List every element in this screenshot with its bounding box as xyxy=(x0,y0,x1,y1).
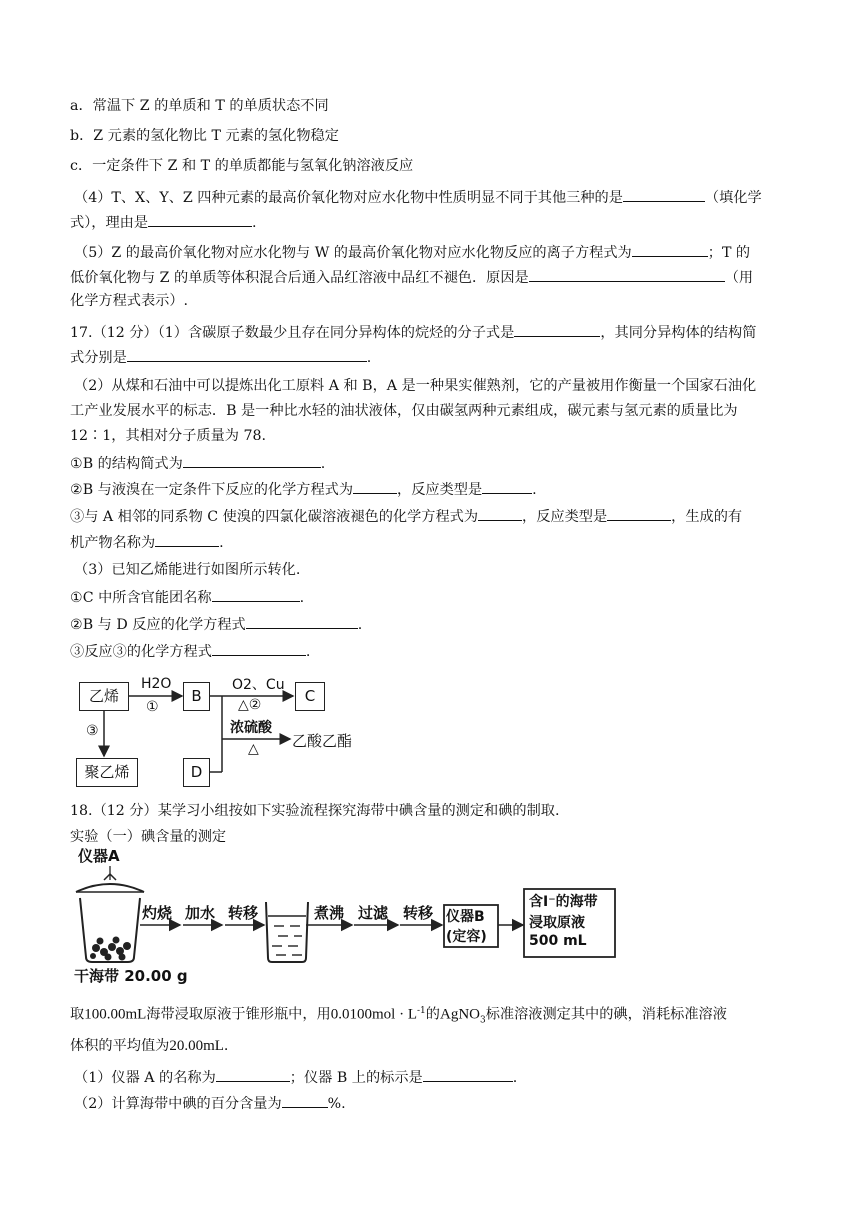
heat-label: △ xyxy=(248,741,259,757)
option-c: c．一定条件下 Z 和 T 的单质都能与氢氧化钠溶液反应 xyxy=(70,158,414,174)
fix-volume-label: (定容) xyxy=(446,929,487,945)
oxygen-cu-label: O2、Cu xyxy=(232,677,285,693)
result-line3: 500 mL xyxy=(529,933,587,949)
transfer2-label: 转移 xyxy=(403,904,434,922)
question-17-part2-line2: 工产业发展水平的标志．B 是一种比水轻的油状液体，仅由碳氢两种元素组成，碳元素与氢元素的质量比为 xyxy=(70,403,738,419)
question-17-c-line2: 机产物名称为 . xyxy=(70,531,224,553)
water-label: H2O xyxy=(141,676,172,692)
step3-label: ③ xyxy=(86,723,99,739)
add-water-label: 加水 xyxy=(185,904,216,922)
question-17-line2: 式分别是 . xyxy=(70,346,371,368)
question-17-part2-line3: 12∶1，其相对分子质量为 78. xyxy=(70,428,267,444)
question-17-c-line1: ③与 A 相邻的同系物 C 使溴的四氯化碳溶液褪色的化学方程式为 ，反应类型是 ，生成的有 xyxy=(70,505,742,527)
question-17-part3: （3）已知乙烯能进行如图所示转化. xyxy=(74,562,301,578)
question-5-line2: 低价氧化物与 Z 的单质等体积混合后通入品红溶液中品红不褪色．原因是 （用 xyxy=(70,266,753,288)
option-a: a．常温下 Z 的单质和 T 的单质状态不同 xyxy=(70,98,329,114)
titration-line1: 取100.00mL海带浸取原液于锥形瓶中，用$0.0100mol \cdot L^{-1}$的AgNO$_3$标准溶液测定其中的碘，消耗标准溶液 xyxy=(70,1006,727,1026)
question-17-part2-line1: （2）从煤和石油中可以提炼出化工原料 A 和 B，A 是一种果实催熟剂，它的产量被用作衡量一个国家石油化 xyxy=(74,378,757,394)
result-line2: 浸取原液 xyxy=(529,915,585,931)
question-18-title: 18.（12 分）某学习小组按如下实验流程探究海带中碘含量的测定和碘的制取. xyxy=(70,803,560,819)
question-4-line1: （4）T、X、Y、Z 四种元素的最高价氧化物对应水化物中性质明显不同于其他三种的是 （填化学 xyxy=(74,186,762,208)
experiment-1-title: 实验（一）碘含量的测定 xyxy=(70,829,227,845)
d-box: D xyxy=(183,758,210,787)
question-17-b-formula: ①B 的结构简式为 . xyxy=(70,452,325,474)
boil-label: 煮沸 xyxy=(314,904,345,922)
option-b: b．Z 元素的氢化物比 T 元素的氢化物稳定 xyxy=(70,128,339,144)
question-18-q1: （1）仪器 A 的名称为 ；仪器 B 上的标示是 . xyxy=(74,1066,517,1088)
question-5-line3: 化学方程式表示）. xyxy=(70,293,189,309)
b-box: B xyxy=(183,682,210,711)
question-17-part3-q3: ③反应③的化学方程式 . xyxy=(70,640,310,662)
question-17-line1: 17.（12 分）（1）含碳原子数最少且存在同分异构体的烷烃的分子式是 ，其同分异构体的结构简 xyxy=(70,321,756,343)
transfer1-label: 转移 xyxy=(228,904,259,922)
instrument-b-label: 仪器B xyxy=(446,909,485,925)
question-17-part3-q2: ②B 与 D 反应的化学方程式 . xyxy=(70,613,362,635)
question-5-line1: （5）Z 的最高价氧化物对应水化物与 W 的最高价氧化物对应水化物反应的离子方程式为 ；T 的 xyxy=(74,241,750,263)
filter-label: 过滤 xyxy=(358,904,389,922)
burn-label: 灼烧 xyxy=(142,904,173,922)
result-line1: 含I⁻的海带 xyxy=(529,894,598,910)
ethyl-acetate-label: 乙酸乙酯 xyxy=(292,732,353,750)
question-4-line2: 式），理由是 . xyxy=(70,211,257,233)
polyethylene-box: 聚乙烯 xyxy=(76,758,138,787)
titration-line2: 体积的平均值为20.00mL. xyxy=(70,1038,229,1054)
step1-label: ① xyxy=(146,699,159,715)
c-box: C xyxy=(295,682,325,711)
instrument-a-label: 仪器A xyxy=(78,847,120,865)
dry-kelp-label: 干海带 20.00 g xyxy=(74,967,188,985)
question-18-q2: （2）计算海带中碘的百分含量为 %. xyxy=(74,1092,346,1114)
step2-label: △② xyxy=(238,697,262,713)
ethylene-box: 乙烯 xyxy=(79,682,129,711)
conc-acid-label: 浓硫酸 xyxy=(230,720,272,736)
question-17-part3-q1: ①C 中所含官能团名称 . xyxy=(70,586,304,608)
question-17-b-bromine: ②B 与液溴在一定条件下反应的化学方程式为 ，反应类型是 . xyxy=(70,478,537,500)
